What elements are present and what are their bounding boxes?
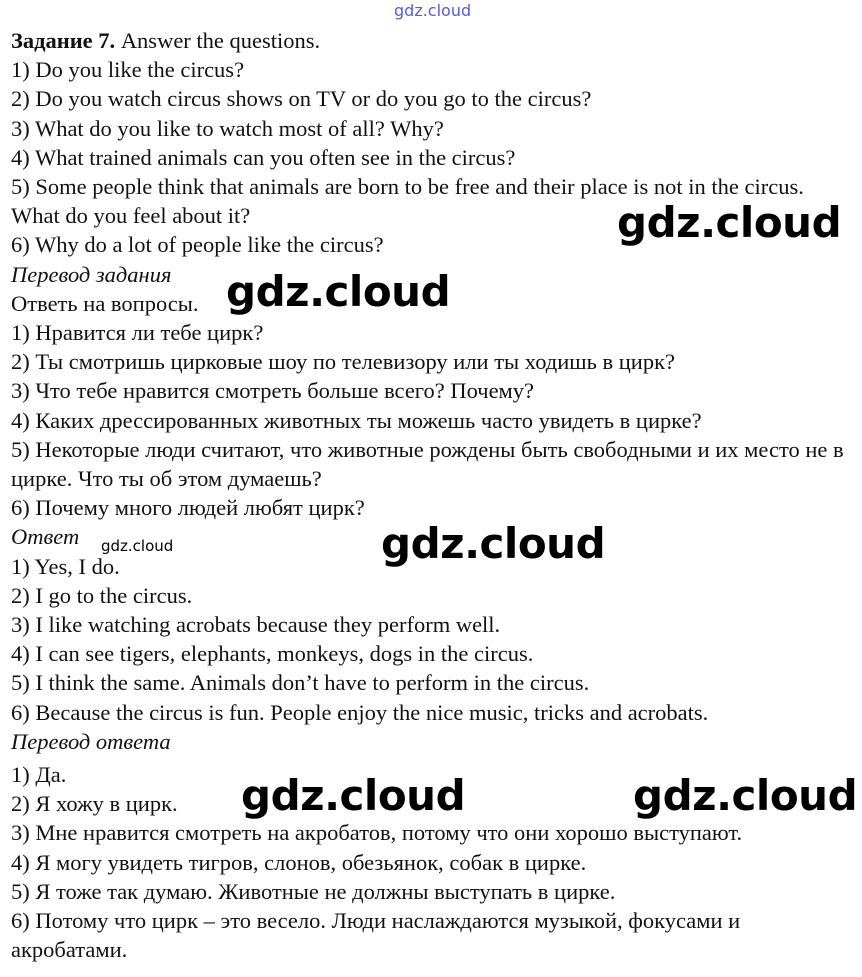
question-translation-3: 3) Что тебе нравится смотреть больше всего? Почему?	[11, 378, 535, 404]
question-2: 2) Do you watch circus shows on TV or do you go to the circus?	[11, 86, 592, 112]
watermark-small: gdz.cloud	[101, 537, 174, 555]
question-3: 3) What do you like to watch most of all? Why?	[11, 115, 444, 141]
answer-translation-heading: Перевод ответа	[11, 728, 171, 754]
answer-4: 4) I can see tigers, elephants, monkeys, dogs in the circus.	[11, 641, 534, 667]
answer-5: 5) I think the same. Animals don’t have to perform in the circus.	[11, 670, 590, 696]
question-5: 5) Some people think that animals are born to be free and their place is not in the circus. What do you feel about it?	[11, 174, 804, 229]
answer-translation-5: 5) Я тоже так думаю. Животные не должны выступать в цирке.	[11, 878, 616, 904]
answer-translation-1: 1) Да.	[11, 762, 67, 788]
task-instruction: Answer the questions.	[115, 28, 321, 53]
task-translation-heading: Перевод задания	[11, 261, 172, 287]
answer-6: 6) Because the circus is fun. People enjoy the nice music, tricks and acrobats.	[11, 699, 709, 725]
watermark-5: gdz.cloud	[633, 771, 858, 820]
watermark-2: gdz.cloud	[226, 267, 451, 316]
answer-heading: Ответ	[11, 524, 80, 550]
document-body	[11, 26, 851, 965]
question-translation-5: 5) Некоторые люди считают, что животные рождены быть свободными и их место не в цирке. Что ты об этом думаешь?	[11, 436, 844, 492]
question-translation-6: 6) Почему много людей любят цирк?	[11, 495, 365, 521]
watermark-4: gdz.cloud	[241, 771, 466, 820]
answer-1: 1) Yes, I do.	[11, 553, 120, 579]
answer-translation-6: 6) Потому что цирк – это весело. Люди наслаждаются музыкой, фокусами и акробатами.	[11, 908, 741, 963]
answer-translation-2: 2) Я хожу в цирк.	[11, 791, 178, 817]
question-translation-1: 1) Нравится ли тебе цирк?	[11, 320, 264, 346]
question-4: 4) What trained animals can you often see in the circus?	[11, 144, 516, 170]
question-translation-2: 2) Ты смотришь цирковые шоу по телевизору или ты ходишь в цирк?	[11, 349, 675, 375]
question-1: 1) Do you like the circus?	[11, 57, 245, 83]
watermark-top: gdz.cloud	[394, 1, 472, 20]
task-title	[11, 26, 851, 55]
watermark-3: gdz.cloud	[381, 519, 606, 568]
task-translation-instruction: Ответь на вопросы.	[11, 290, 199, 316]
answer-translation-3: 3) Мне нравится смотреть на акробатов, потому что они хорошо выступают.	[11, 820, 743, 846]
watermark-1: gdz.cloud	[617, 198, 842, 247]
answer-3: 3) I like watching acrobats because they perform well.	[11, 612, 501, 638]
question-6: 6) Why do a lot of people like the circus?	[11, 232, 384, 258]
answer-translation-4: 4) Я могу увидеть тигров, слонов, обезьянок, собак в цирке.	[11, 849, 587, 875]
answer-2: 2) I go to the circus.	[11, 582, 193, 608]
task-label: Задание 7.	[11, 28, 116, 53]
question-translation-4: 4) Каких дрессированных животных ты можешь часто увидеть в цирке?	[11, 407, 702, 433]
